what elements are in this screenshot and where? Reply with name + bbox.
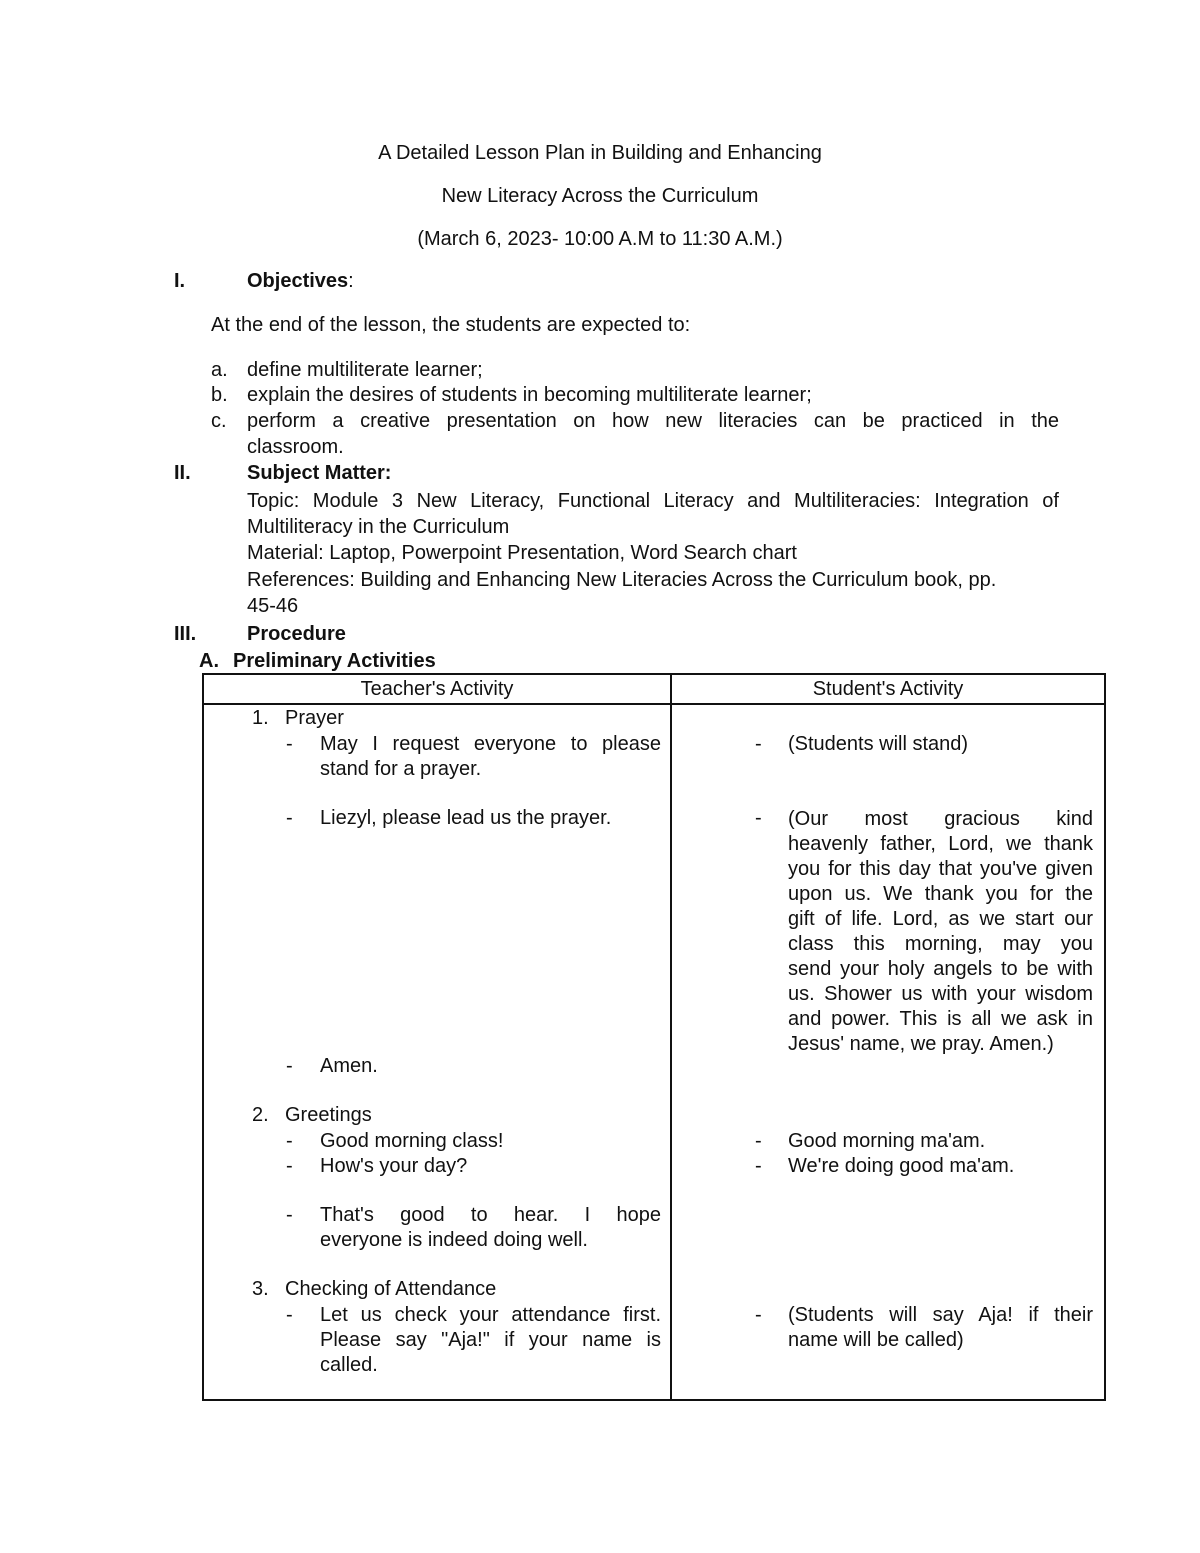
preliminary-heading: Preliminary Activities — [233, 650, 436, 672]
attendance-line3: called. — [320, 1354, 378, 1376]
attendance-number: 3. — [252, 1278, 269, 1300]
procedure-numeral: III. — [174, 623, 197, 645]
topic-line-2: Multiliteracy in the Curriculum — [247, 516, 510, 538]
objective-b-marker: b. — [211, 384, 228, 406]
objectives-heading: Objectives — [247, 270, 349, 292]
objective-a-text: define multiliterate learner; — [247, 359, 483, 381]
prayer-line: class this morning, may you — [788, 933, 1093, 955]
prayer-line: and power. This is all we ask in — [788, 1008, 1093, 1030]
greeting-good-morning: Good morning class! — [320, 1130, 504, 1152]
objective-b-text: explain the desires of students in becoming multiliterate learner; — [247, 384, 812, 406]
bullet-dash: - — [755, 1155, 762, 1177]
preliminary-marker: A. — [199, 650, 219, 672]
bullet-dash: - — [755, 733, 762, 755]
bullet-dash: - — [286, 1204, 293, 1226]
prayer-title: Prayer — [285, 707, 344, 729]
prayer-line: (Our most gracious kind — [788, 808, 1093, 830]
prayer-line: you for this day that you've given — [788, 858, 1093, 880]
prayer-lead: Liezyl, please lead us the prayer. — [320, 807, 612, 829]
greetings-number: 2. — [252, 1104, 269, 1126]
procedure-heading: Procedure — [247, 623, 346, 645]
prayer-line: send your holy angels to be with — [788, 958, 1093, 980]
table-header-row — [203, 674, 1105, 704]
student-activity-header: Student's Activity — [671, 674, 1105, 704]
prayer-line: heavenly father, Lord, we thank — [788, 833, 1093, 855]
bullet-dash: - — [755, 807, 762, 829]
bullet-dash: - — [286, 1155, 293, 1177]
prayer-request-line1: May I request everyone to please — [320, 733, 661, 755]
student-attendance-line1: (Students will say Aja! if their — [788, 1304, 1093, 1326]
date-time-line: (March 6, 2023- 10:00 A.M to 11:30 A.M.) — [417, 228, 783, 250]
references-line-2: 45-46 — [247, 595, 299, 617]
prayer-line: upon us. We thank you for the — [788, 883, 1093, 905]
attendance-line1: Let us check your attendance first. — [320, 1304, 661, 1326]
objectives-colon: : — [348, 270, 354, 292]
student-stand: (Students will stand) — [788, 733, 969, 755]
bullet-dash: - — [286, 807, 293, 829]
greeting-good-to-hear-line2: everyone is indeed doing well. — [320, 1229, 588, 1251]
objective-a-marker: a. — [211, 359, 228, 381]
activities-table — [202, 673, 1106, 1401]
student-greeting-2: We're doing good ma'am. — [788, 1155, 1015, 1177]
objectives-numeral: I. — [174, 270, 186, 292]
bullet-dash: - — [286, 733, 293, 755]
references-line-1: References: Building and Enhancing New Literacies Across the Curriculum book, pp. — [247, 569, 997, 591]
student-activity-cell — [671, 704, 1105, 1400]
teacher-activity-cell — [203, 704, 671, 1400]
subject-matter-numeral: II. — [174, 462, 191, 484]
title-line-2: New Literacy Across the Curriculum — [441, 185, 759, 207]
greeting-good-to-hear-line1: That's good to hear. I hope — [320, 1204, 661, 1226]
bullet-dash: - — [755, 1304, 762, 1326]
bullet-dash: - — [286, 1304, 293, 1326]
bullet-dash: - — [755, 1130, 762, 1152]
subject-matter-heading: Subject Matter: — [247, 462, 392, 484]
prayer-request-line2: stand for a prayer. — [320, 758, 482, 780]
prayer-line: Jesus' name, we pray. Amen.) — [788, 1033, 1054, 1055]
student-attendance-line2: name will be called) — [788, 1329, 964, 1351]
teacher-activity-header: Teacher's Activity — [203, 674, 671, 704]
title-line-1: A Detailed Lesson Plan in Building and Enhancing — [378, 142, 822, 164]
objective-c-text-line2: classroom. — [247, 436, 344, 458]
objective-c-marker: c. — [211, 410, 227, 432]
material-line: Material: Laptop, Powerpoint Presentation, Word Search chart — [247, 542, 797, 564]
bullet-dash: - — [286, 1055, 293, 1077]
attendance-line2: Please say "Aja!" if your name is — [320, 1329, 661, 1351]
prayer-line: gift of life. Lord, as we start our — [788, 908, 1093, 930]
student-prayer-text — [788, 807, 1093, 1057]
greeting-hows-your-day: How's your day? — [320, 1155, 468, 1177]
greetings-title: Greetings — [285, 1104, 372, 1126]
student-greeting-1: Good morning ma'am. — [788, 1130, 986, 1152]
topic-line-1: Topic: Module 3 New Literacy, Functional Literacy and Multiliteracies: Integration of — [247, 490, 1059, 512]
bullet-dash: - — [286, 1130, 293, 1152]
attendance-title: Checking of Attendance — [285, 1278, 497, 1300]
prayer-number: 1. — [252, 707, 269, 729]
prayer-amen: Amen. — [320, 1055, 378, 1077]
table-row — [203, 704, 1105, 1400]
objectives-intro: At the end of the lesson, the students are expected to: — [211, 314, 691, 336]
objective-c-text-line1: perform a creative presentation on how new literacies can be practiced in the — [247, 410, 1059, 432]
prayer-line: us. Shower us with your wisdom — [788, 983, 1093, 1005]
objectives-heading-wrap — [247, 270, 354, 293]
